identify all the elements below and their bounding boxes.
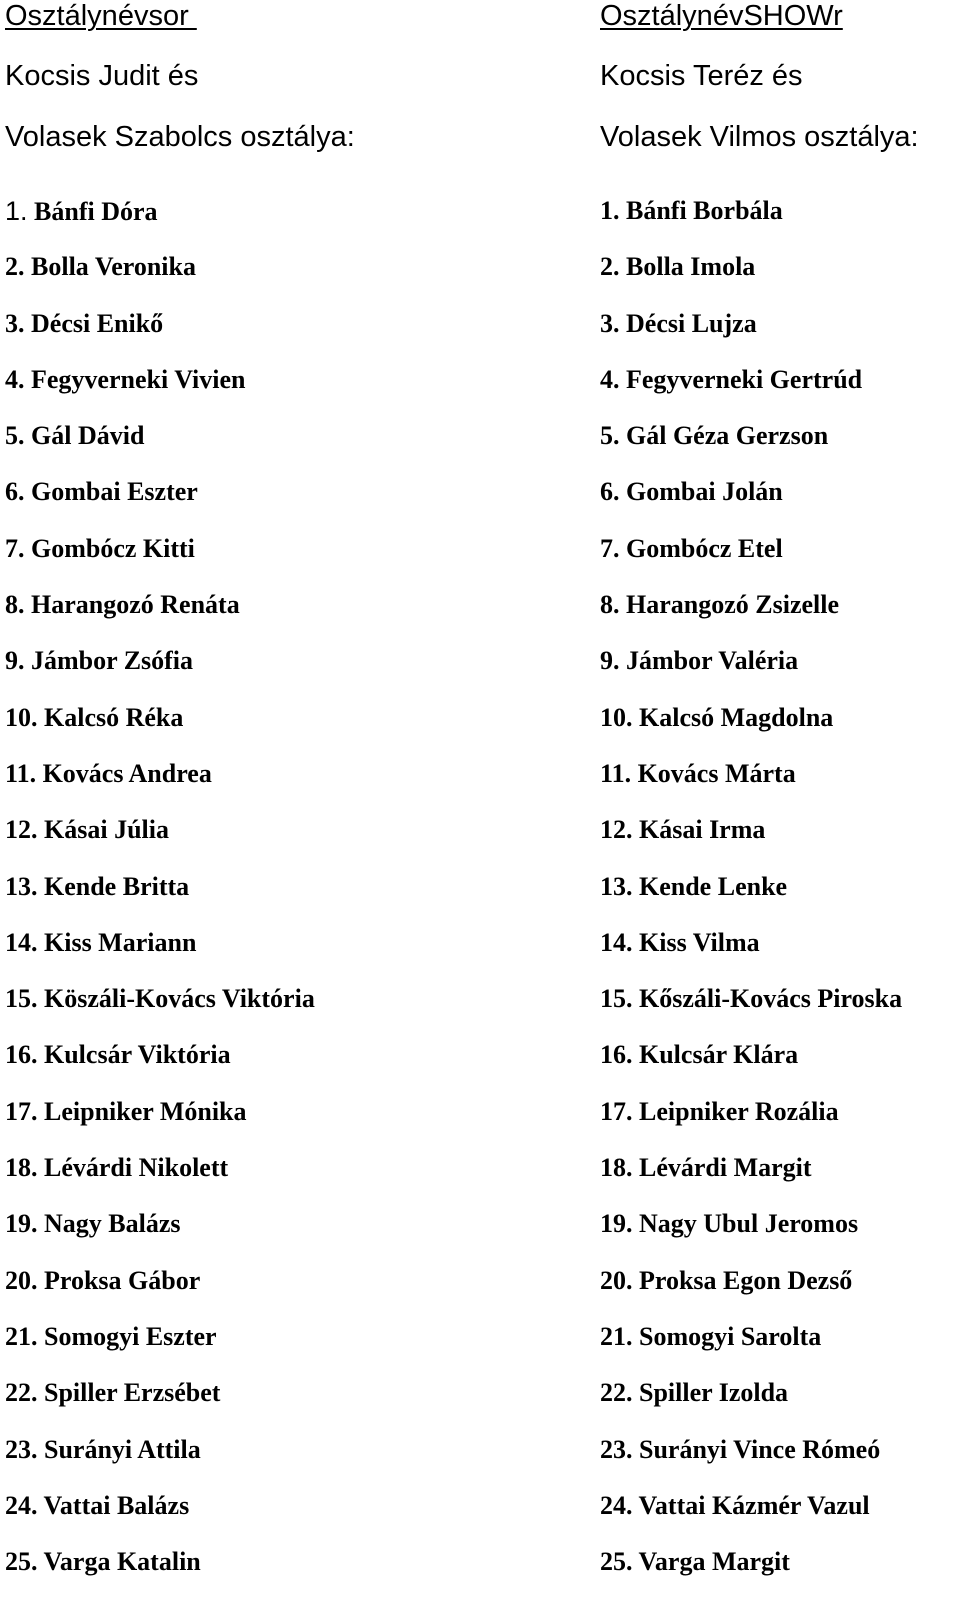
- student-number: 17.: [600, 1096, 633, 1126]
- student-number: 4.: [5, 364, 25, 394]
- left-subtitle-teachers: Kocsis Judit és: [5, 60, 199, 92]
- student-number: 7.: [5, 533, 25, 563]
- student-number: 8.: [5, 590, 25, 620]
- student-number: 1.: [5, 196, 28, 226]
- student-list-item: [600, 296, 955, 352]
- student-name: Bolla Veronika: [31, 252, 196, 282]
- student-name: Bánfi Dóra: [34, 197, 158, 226]
- student-number: 5.: [600, 421, 620, 451]
- student-name: Bánfi Borbála: [626, 196, 783, 225]
- student-name: Décsi Enikő: [31, 308, 164, 338]
- student-name: Kiss Mariann: [44, 927, 197, 957]
- student-name: Kovács Andrea: [42, 758, 212, 788]
- left-subtitle-class: Volasek Szabolcs osztálya:: [5, 121, 355, 153]
- student-list-item: [600, 690, 955, 746]
- student-number: 8.: [600, 590, 620, 620]
- student-number: 3.: [600, 308, 620, 338]
- student-list-item: [600, 802, 955, 858]
- student-list-item: [600, 1309, 955, 1365]
- student-name: Köszáli-Kovács Viktória: [44, 984, 315, 1014]
- student-list-item: [600, 1422, 955, 1478]
- student-name: Proksa Egon Dezső: [639, 1265, 853, 1295]
- student-number: 6.: [5, 477, 25, 507]
- student-name: Kásai Irma: [639, 815, 766, 845]
- right-subtitle-class: Volasek Vilmos osztálya:: [600, 121, 919, 153]
- student-number: 12.: [600, 815, 633, 845]
- student-list-item: [5, 1196, 590, 1252]
- student-number: 22.: [600, 1378, 633, 1408]
- student-name: Nagy Balázs: [44, 1209, 181, 1239]
- student-number: 24.: [5, 1490, 38, 1520]
- student-number: 13.: [600, 871, 633, 901]
- student-name: Jámbor Valéria: [626, 646, 799, 676]
- student-number: 16.: [600, 1040, 633, 1070]
- student-list-item: [5, 971, 590, 1027]
- student-number: 20.: [600, 1265, 633, 1295]
- student-number: 12.: [5, 815, 38, 845]
- student-list-item: [600, 859, 955, 915]
- student-list-item: [600, 1253, 955, 1309]
- student-list-item: [5, 1422, 590, 1478]
- student-number: 16.: [5, 1040, 38, 1070]
- student-name: Proksa Gábor: [44, 1265, 201, 1295]
- student-name: Bolla Imola: [626, 252, 756, 282]
- student-list-item: [600, 1534, 955, 1590]
- student-name: Leipniker Mónika: [44, 1096, 247, 1126]
- student-number: 18.: [5, 1153, 38, 1183]
- student-number: 15.: [600, 984, 633, 1014]
- student-list-item: [5, 521, 590, 577]
- student-name: Harangozó Zsizelle: [626, 590, 840, 620]
- student-list-item: [600, 464, 955, 520]
- student-number: 23.: [600, 1434, 633, 1464]
- left-title: Osztálynévsor: [5, 0, 197, 32]
- student-number: 14.: [5, 927, 38, 957]
- student-list-item: [5, 577, 590, 633]
- student-number: 9.: [600, 646, 620, 676]
- right-column: [600, 0, 955, 1590]
- student-number: 25.: [600, 1547, 633, 1577]
- student-list-item: [600, 239, 955, 295]
- student-name: Gál Géza Gerzson: [626, 421, 829, 451]
- student-list-item: [600, 915, 955, 971]
- left-column: [5, 0, 590, 1590]
- student-list-item: [5, 859, 590, 915]
- student-number: 19.: [5, 1209, 38, 1239]
- student-list-item: [5, 802, 590, 858]
- student-list-item: [600, 1478, 955, 1534]
- student-name: Leipniker Rozália: [639, 1096, 839, 1126]
- right-student-list: [600, 183, 955, 1590]
- student-list-item: [600, 183, 955, 239]
- student-number: 15.: [5, 984, 38, 1014]
- student-number: 23.: [5, 1434, 38, 1464]
- student-list-item: [600, 1084, 955, 1140]
- student-name: Surányi Attila: [44, 1434, 201, 1464]
- student-name: Kalcsó Réka: [44, 702, 184, 732]
- student-list-item: [600, 1027, 955, 1083]
- student-number: 1.: [600, 196, 620, 225]
- student-name: Spiller Erzsébet: [44, 1378, 221, 1408]
- student-list-item: [600, 746, 955, 802]
- student-name: Kalcsó Magdolna: [639, 702, 834, 732]
- student-name: Gombai Jolán: [626, 477, 783, 507]
- student-number: 2.: [600, 252, 620, 282]
- student-number: 11.: [600, 758, 632, 788]
- student-list-item: [600, 1196, 955, 1252]
- student-list-item: [5, 1140, 590, 1196]
- student-name: Nagy Ubul Jeromos: [639, 1209, 859, 1239]
- student-name: Gál Dávid: [31, 421, 145, 451]
- student-name: Surányi Vince Rómeó: [639, 1434, 881, 1464]
- student-number: 9.: [5, 646, 25, 676]
- student-name: Kende Britta: [44, 871, 190, 901]
- student-number: 24.: [600, 1490, 633, 1520]
- student-number: 5.: [5, 421, 25, 451]
- student-list-item: [5, 633, 590, 689]
- student-list-item: [5, 183, 590, 239]
- student-name: Vattai Balázs: [43, 1490, 190, 1520]
- student-number: 3.: [5, 308, 25, 338]
- student-list-item: [5, 915, 590, 971]
- student-list-item: [600, 1365, 955, 1421]
- student-number: 10.: [5, 702, 38, 732]
- student-list-item: [600, 352, 955, 408]
- student-name: Kiss Vilma: [639, 927, 760, 957]
- student-name: Somogyi Sarolta: [639, 1321, 822, 1351]
- student-list-item: [600, 971, 955, 1027]
- student-number: 21.: [5, 1321, 38, 1351]
- student-number: 19.: [600, 1209, 633, 1239]
- student-name: Décsi Lujza: [626, 308, 757, 338]
- student-name: Harangozó Renáta: [31, 590, 240, 620]
- student-number: 22.: [5, 1378, 38, 1408]
- student-list-item: [5, 1084, 590, 1140]
- student-number: 21.: [600, 1321, 633, 1351]
- student-list-item: [5, 1478, 590, 1534]
- student-number: 17.: [5, 1096, 38, 1126]
- student-name: Fegyverneki Vivien: [31, 364, 246, 394]
- student-name: Gombócz Kitti: [31, 533, 195, 563]
- student-name: Lévárdi Margit: [639, 1153, 812, 1183]
- student-list-item: [5, 1534, 590, 1590]
- right-subtitle-teachers: Kocsis Teréz és: [600, 60, 803, 92]
- student-list-item: [600, 521, 955, 577]
- student-number: 13.: [5, 871, 38, 901]
- student-name: Kovács Márta: [637, 758, 796, 788]
- student-name: Vattai Kázmér Vazul: [638, 1490, 870, 1520]
- student-name: Varga Margit: [638, 1547, 790, 1577]
- student-name: Kende Lenke: [639, 871, 788, 901]
- student-name: Kásai Júlia: [44, 815, 169, 845]
- student-list-item: [5, 464, 590, 520]
- student-number: 18.: [600, 1153, 633, 1183]
- student-list-item: [5, 1027, 590, 1083]
- left-student-list: [5, 183, 590, 1590]
- student-name: Kőszáli-Kovács Piroska: [639, 984, 903, 1014]
- student-number: 7.: [600, 533, 620, 563]
- student-number: 2.: [5, 252, 25, 282]
- student-name: Kulcsár Klára: [639, 1040, 799, 1070]
- student-number: 11.: [5, 758, 37, 788]
- student-name: Spiller Izolda: [639, 1378, 789, 1408]
- student-number: 14.: [600, 927, 633, 957]
- student-name: Gombócz Etel: [626, 533, 783, 563]
- student-list-item: [5, 352, 590, 408]
- student-name: Somogyi Eszter: [44, 1321, 217, 1351]
- student-name: Fegyverneki Gertrúd: [626, 364, 863, 394]
- student-list-item: [5, 746, 590, 802]
- student-number: 25.: [5, 1547, 38, 1577]
- student-number: 6.: [600, 477, 620, 507]
- student-list-item: [5, 239, 590, 295]
- student-list-item: [5, 1253, 590, 1309]
- student-name: Gombai Eszter: [31, 477, 198, 507]
- student-list-item: [600, 1140, 955, 1196]
- student-list-item: [5, 690, 590, 746]
- student-list-item: [5, 1365, 590, 1421]
- student-name: Jámbor Zsófia: [31, 646, 194, 676]
- student-number: 4.: [600, 364, 620, 394]
- student-number: 20.: [5, 1265, 38, 1295]
- student-list-item: [5, 296, 590, 352]
- student-number: 10.: [600, 702, 633, 732]
- right-title: OsztálynévSHOWr: [600, 0, 843, 32]
- student-name: Lévárdi Nikolett: [44, 1153, 229, 1183]
- student-list-item: [5, 1309, 590, 1365]
- student-name: Varga Katalin: [43, 1547, 201, 1577]
- student-name: Kulcsár Viktória: [44, 1040, 231, 1070]
- student-list-item: [5, 408, 590, 464]
- student-list-item: [600, 633, 955, 689]
- student-list-item: [600, 577, 955, 633]
- student-list-item: [600, 408, 955, 464]
